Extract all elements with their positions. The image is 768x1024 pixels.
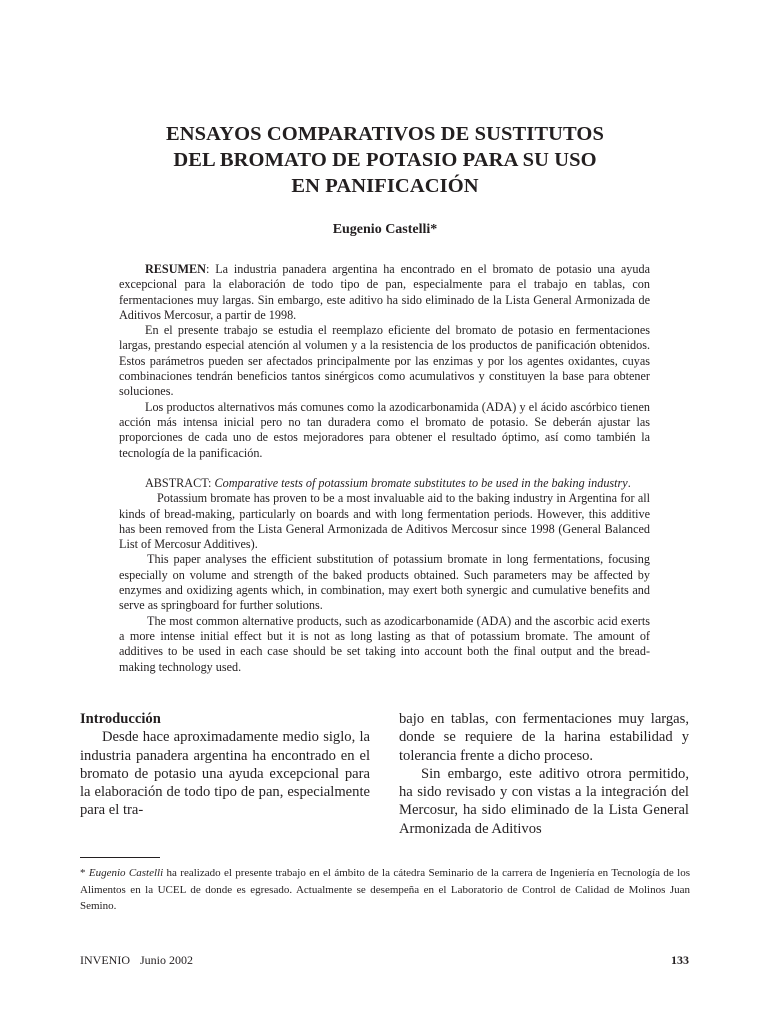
footnote-mark: * — [80, 867, 89, 879]
footnote-author: Eugenio Castelli — [88, 867, 164, 879]
abstract-section — [119, 476, 650, 675]
author-name: Eugenio Castelli* — [332, 222, 438, 237]
abstract-title: Comparative tests of potassium bromate substitutes to be used in the baking industry — [214, 476, 628, 490]
resumen-paragraph-1 — [119, 262, 650, 323]
resumen-paragraph-3: Los productos alternativos más comunes como la azodicarbonamida (ADA) y el ácido ascórbico tienen acción más intensa inicial pero no tan duradera como el bromato de potasio. Se deberán ajustar las proporciones de cada uno de estos mejoradores para obtener el resultado óptimo, así como también la tecnología de la panificación. — [119, 399, 650, 460]
abstract-title-end: . — [627, 476, 631, 490]
title-line-1: ENSAYOS COMPARATIVOS DE SUSTITUTOS — [166, 123, 604, 145]
body-column-left — [80, 710, 370, 820]
abstract-heading — [119, 476, 650, 491]
body-column-right — [399, 710, 689, 838]
issue-date: Junio 2002 — [140, 953, 194, 967]
body-paragraph-continued: bajo en tablas, con fermentaciones muy largas, donde se requiere de la harina estabilidad y tolerancia frente a dicho proceso. — [399, 711, 689, 764]
title-line-3: EN PANIFICACIÓN — [291, 175, 479, 197]
abstract-paragraph-3: The most common alternative products, such as azodicarbonamide (ADA) and the ascorbic acid exerts a more intense initial effect but it is not as long lasting as that of potassium bromate. The amount of additives to be used in each case should be set taking into account both the final output and the bread-making technology used. — [119, 613, 650, 674]
resumen-section — [119, 262, 650, 461]
author-footnote — [80, 865, 690, 915]
body-paragraph-1: Desde hace aproximadamente medio siglo, la industria panadera argentina ha encontrado en el bromato de potasio una ayuda excepcional para la elaboración de todo tipo de pan, especialmente para el tra- — [80, 729, 370, 819]
abstract-label: ABSTRACT: — [145, 476, 215, 490]
footnote-rule — [80, 857, 160, 858]
resumen-text-1: : La industria panadera argentina ha encontrado en el bromato de potasio una ayuda excepcional para la elaboración de todo tipo de pan, especialmente para el trabajo en tablas, con fermentaciones muy largas. Sin embargo, este aditivo ha sido eliminado de la Lista General Armonizada de Aditivos Mercosur, a partir de 1998. — [119, 262, 650, 322]
abstract-paragraph-1: Potassium bromate has proven to be a most invaluable aid to the baking industry in Argentina for all kinds of bread-making, particularly on boards and with long fermentation periods. However, this additive has been removed from the Lista General Armonizada de Aditivos Mercosur since 1998 (General Balanced List of Mercosur Additives). — [119, 491, 650, 552]
title-line-2: DEL BROMATO DE POTASIO PARA SU USO — [173, 149, 597, 171]
article-title — [100, 121, 670, 199]
body-paragraph-2: Sin embargo, este aditivo otrora permitido, ha sido revisado y con vistas a la integración del Mercosur, ha sido eliminado de la Lista General Armonizada de Aditivos — [399, 765, 689, 837]
resumen-paragraph-2: En el presente trabajo se estudia el reemplazo eficiente del bromato de potasio en fermentaciones largas, prestando especial atención al volumen y a la resistencia de los productos de panificación obtenidos. Estos parámetros pueden ser afectados principalmente por las enzimas y por los agentes oxidantes, cuyas combinaciones tendrán beneficios tantos sinérgicos como acumulativos y constituyen la base para obtener soluciones. — [119, 323, 650, 399]
page-number: 133 — [671, 953, 689, 967]
resumen-label: RESUMEN — [145, 262, 206, 276]
journal-name: INVENIO — [80, 953, 130, 967]
section-heading-introduccion: Introducción — [80, 711, 161, 727]
journal-footer — [80, 953, 193, 967]
footnote-text: ha realizado el presente trabajo en el ámbito de la cátedra Seminario de la carrera de Ingeniería en Tecnología de los Alimentos en la UCEL de donde es egresado. Actualmente se desempeña en el Laboratorio de Control de Calidad de Molinos Juan Semino. — [80, 867, 691, 912]
abstract-paragraph-2: This paper analyses the efficient substitution of potassium bromate in long fermentations, focusing especially on volume and strength of the baked products obtained. Such parameters may be affected by enzymes and oxidizing agents which, in combination, may exert both synergic and cumulative benefits and serve as springboard for further solutions. — [119, 552, 650, 613]
